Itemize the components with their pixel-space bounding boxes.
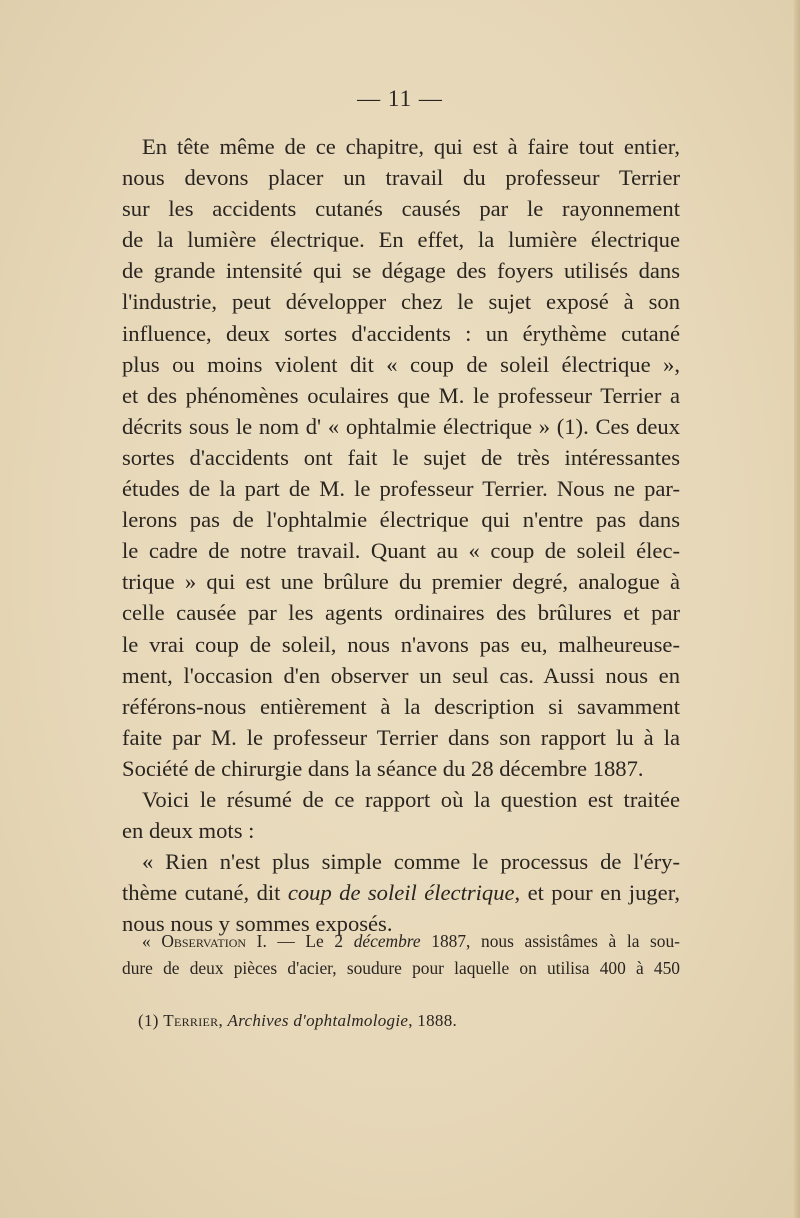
text-line: Société de chirurgie dans la séance du 28 décembre 1887. bbox=[122, 755, 644, 781]
text-line: référons-nous entièrement à la description si savamment bbox=[122, 693, 680, 719]
footnote-year: , 1888. bbox=[408, 1011, 458, 1030]
footnote-author: Terrier bbox=[163, 1011, 219, 1030]
text-line: celle causée par les agents ordinaires des brûlures et par bbox=[122, 600, 680, 626]
main-text bbox=[122, 131, 680, 939]
text-line: Voici le résumé de ce rapport où la question est traitée bbox=[142, 786, 680, 812]
quote-line: « Rien n'est plus simple comme le processus de l'éry- bbox=[142, 849, 680, 875]
quote-text: , et pour en juger, bbox=[514, 880, 680, 906]
text-line: sur les accidents cutanés causés par le rayonnement bbox=[122, 196, 680, 222]
quote-emphasis: coup de soleil électrique bbox=[287, 880, 515, 906]
text-line: de grande intensité qui se dégage des foyers utilisés dans bbox=[122, 258, 680, 284]
text-line: faite par M. le professeur Terrier dans son rapport lu à la bbox=[122, 724, 680, 750]
text-line: en deux mots : bbox=[122, 818, 255, 844]
observation-line bbox=[122, 928, 680, 955]
text-line: En tête même de ce chapitre, qui est à faire tout entier, bbox=[142, 134, 680, 159]
text-line: de la lumière électrique. En effet, la lumière électrique bbox=[122, 227, 680, 253]
observation-dash: — Le 2 bbox=[266, 931, 354, 951]
text-line: l'industrie, peut développer chez le sujet exposé à son bbox=[122, 289, 680, 315]
footnote bbox=[138, 1011, 457, 1031]
observation-label: Observation I. bbox=[161, 931, 267, 951]
quote-text: thème cutané, dit bbox=[122, 880, 288, 906]
text-line: et des phénomènes oculaires que M. le professeur Terrier a bbox=[122, 382, 680, 408]
page-edge bbox=[794, 0, 800, 1218]
observation-block bbox=[122, 928, 680, 982]
text-line: ment, l'occasion d'en observer un seul cas. Aussi nous en bbox=[122, 662, 680, 688]
observation-date: décembre bbox=[353, 931, 421, 951]
text-line: nous devons placer un travail du professeur Terrier bbox=[122, 165, 680, 191]
footnote-title: Archives d'ophtalmologie bbox=[227, 1011, 409, 1030]
text-line: études de la part de M. le professeur Terrier. Nous ne par- bbox=[122, 476, 680, 502]
text-line: décrits sous le nom d' « ophtalmie électrique » (1). Ces deux bbox=[122, 413, 680, 439]
text-line: sortes d'accidents ont fait le sujet de très intéressantes bbox=[122, 444, 680, 470]
text-line: le cadre de notre travail. Quant au « coup de soleil élec- bbox=[122, 538, 680, 564]
text-line: plus ou moins violent dit « coup de soleil électrique », bbox=[122, 351, 680, 377]
footnote-number: (1) bbox=[138, 1011, 164, 1030]
observation-line: dure de deux pièces d'acier, soudure pour laquelle on utilisa 400 à 450 bbox=[122, 958, 680, 978]
page-number: — 11 — bbox=[357, 86, 443, 111]
quote-line bbox=[122, 877, 680, 908]
text-line: influence, deux sortes d'accidents : un érythème cutané bbox=[122, 320, 680, 346]
text-line: trique » qui est une brûlure du premier degré, analogue à bbox=[122, 569, 680, 595]
text-line: lerons pas de l'ophtalmie électrique qui n'entre pas dans bbox=[122, 507, 680, 533]
observation-text: 1887, nous assistâmes à la sou- bbox=[420, 931, 680, 951]
observation-quote: « bbox=[142, 931, 162, 951]
footnote-sep: , bbox=[218, 1011, 228, 1030]
quote-line: nous nous y sommes exposés. bbox=[122, 911, 393, 937]
text-line: le vrai coup de soleil, nous n'avons pas eu, malheureuse- bbox=[122, 631, 680, 657]
